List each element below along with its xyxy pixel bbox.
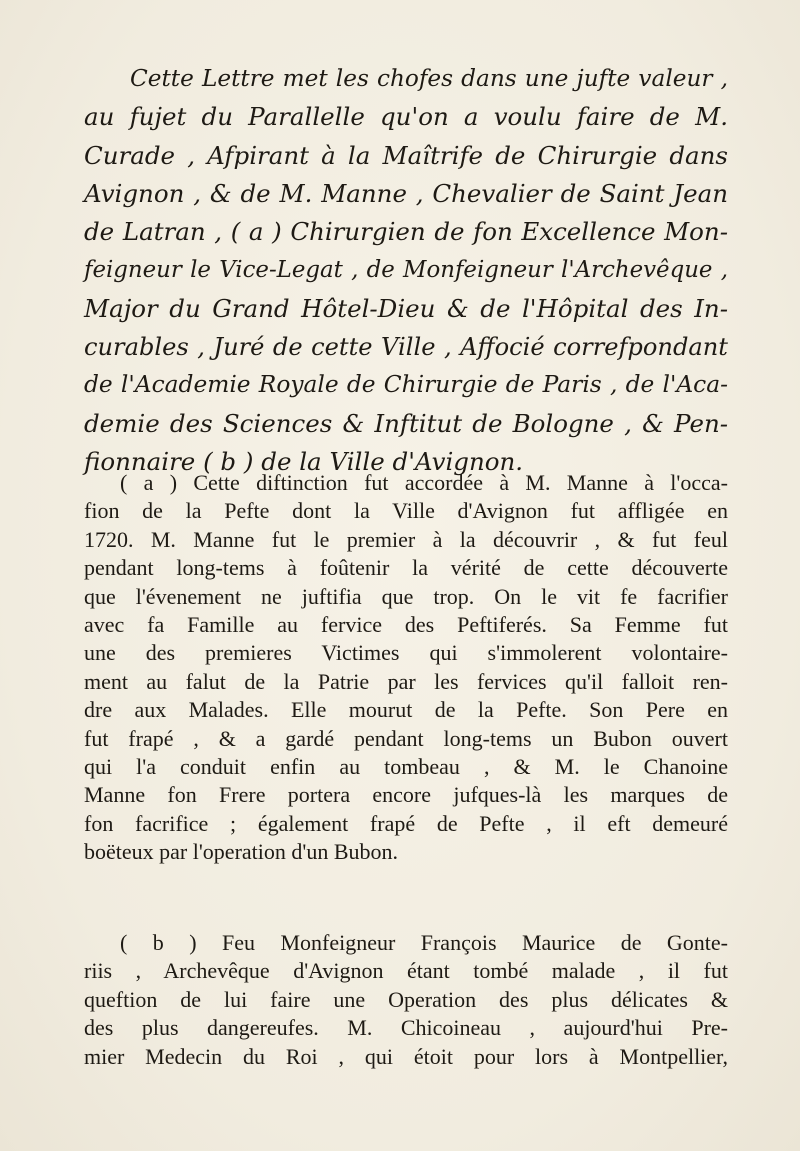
footnote-a — [84, 469, 728, 867]
footnote-line: ( b ) Feu Monfeigneur François Maurice de Gonte- — [120, 930, 728, 955]
footnote-line: fon facrifice ; également frapé de Pefte , il eft demeuré — [84, 810, 728, 836]
text-line: curables , Juré de cette Ville , Affocié correfpondant — [84, 333, 728, 362]
footnote-line: pendant long-tems à foûtenir la vérité de cette découverte — [84, 555, 728, 581]
footnote-b — [84, 929, 728, 1071]
footnote-line: fion de la Pefte dont la Ville d'Avignon fut affligée en — [84, 498, 728, 524]
footnote-line: queftion de lui faire une Operation des plus délicates & — [84, 986, 728, 1012]
text-line: Cette Lettre met les chofes dans une jufte valeur , — [130, 65, 728, 92]
footnote-line: qui l'a conduit enfin au tombeau , & M. le Chanoine — [84, 754, 728, 780]
footnote-line: que l'évenement ne juftifia que trop. On le vit fe facrifier — [84, 583, 728, 609]
text-line: demie des Sciences & Inftitut de Bologne , & Pen- — [84, 408, 728, 438]
footnote-line: mier Medecin du Roi , qui étoit pour lors à Montpellier, — [84, 1043, 728, 1069]
text-line: au fujet du Parallelle qu'on a voulu faire de M. — [84, 102, 728, 132]
footnote-line: avec fa Famille au fervice des Peftiferés. Sa Femme fut — [84, 612, 728, 638]
footnote-line: 1720. M. Manne fut le premier à la découvrir , & fut feul — [84, 526, 728, 552]
footnote-line: Manne fon Frere portera encore jufques-là les marques de — [84, 782, 728, 808]
text-line: de Latran , ( a ) Chirurgien de fon Excellence Mon- — [84, 217, 728, 247]
text-line: Major du Grand Hôtel-Dieu & de l'Hôpital des In- — [84, 293, 728, 323]
text-line: Avignon , & de M. Manne , Chevalier de Saint Jean — [84, 178, 728, 208]
text-line: feigneur le Vice-Legat , de Monfeigneur l'Archevêque , — [84, 257, 728, 284]
footnote-line: ment au falut de la Patrie par les fervices qu'il falloit ren- — [84, 668, 728, 694]
footnote-line: ( a ) Cette diftinction fut accordée à M. Manne à l'occa- — [120, 470, 728, 495]
footnote-line: boëteux par l'operation d'un Bubon. — [84, 839, 399, 865]
text-line: de l'Academie Royale de Chirurgie de Paris , de l'Aca- — [84, 371, 728, 399]
footnote-line: des plus dangereufes. M. Chicoineau , aujourd'hui Pre- — [84, 1015, 728, 1041]
main-paragraph — [84, 60, 728, 481]
footnote-line: fut frapé , & a gardé pendant long-tems un Bubon ouvert — [84, 725, 728, 751]
footnote-line: riis , Archevêque d'Avignon étant tombé malade , il fut — [84, 958, 728, 984]
footnote-line: une des premieres Victimes qui s'immolerent volontaire- — [84, 640, 728, 666]
text-line: fionnaire ( b ) de la Ville d'Avignon. — [84, 446, 524, 476]
text-line: Curade , Afpirant à la Maîtrife de Chirurgie dans — [84, 140, 728, 170]
footnote-line: dre aux Malades. Elle mourut de la Pefte. Son Pere en — [84, 697, 728, 723]
